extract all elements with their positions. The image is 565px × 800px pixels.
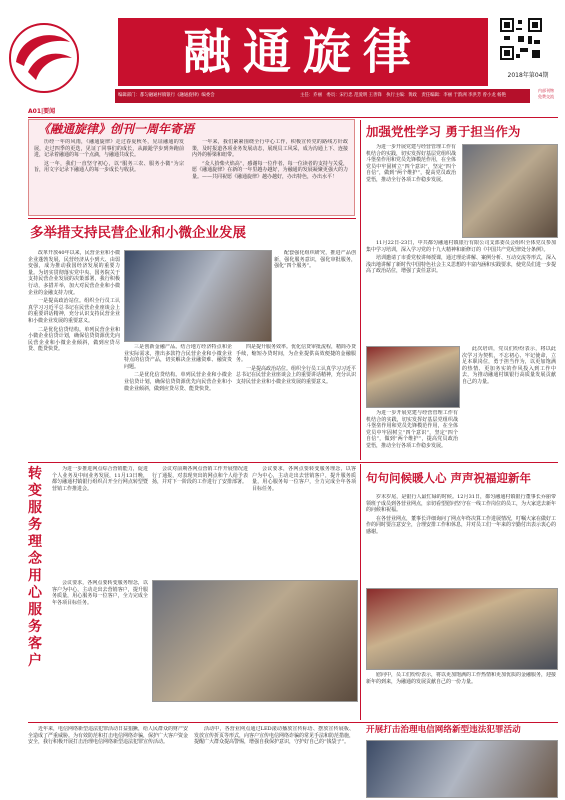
transform-photo	[152, 580, 358, 702]
party-photo-2	[366, 346, 460, 408]
private-photo-caption	[274, 250, 356, 340]
feature-paragraph: 历经一年的风雨，《融通旋律》走过春夏秋冬，见证融通的发展，走过四季的更迭，见证了同事们的成长，从踉跄学步到奔跑前进，记录着融通的每一个点滴，与融通共成长。	[34, 139, 184, 159]
party-column-c	[462, 346, 556, 456]
transform-paragraph: 会议要求，各网点要转变服务理念，以客户为中心，主动走出去营销客户，提升服务质量，用心服务每一位客户，全力完成全年各项目标任务。	[52, 580, 148, 606]
newyear-column-a	[366, 494, 556, 584]
private-column-c	[236, 344, 356, 458]
transform-column-a	[52, 466, 148, 576]
feature-paragraph: 一年来，我们紧紧围绕全行中心工作，积极宣传党的路线方针政策，及时报道各项业务发展动态，展现员工风采，成为沟通上下、连接内外的桥梁和纽带。	[192, 139, 348, 159]
private-paragraph: 二是优化信贷结构。单列民营企业和小微企业信贷计划，确保信贷资源优先向民营企业和小微企业倾斜，做到应贷尽贷、能贷快贷。	[124, 372, 232, 392]
private-paragraph: 一是提高政治站位。组织全行员工认真学习习近平总书记在民营企业座谈会上的重要讲话精神，充分认识支持民营企业和小微企业发展的重要意义。	[28, 298, 120, 324]
bottom-rule	[28, 722, 558, 723]
feature-column-right	[192, 139, 348, 212]
section-rule	[28, 117, 558, 118]
party-photo	[462, 144, 558, 238]
lower-right-rule	[360, 464, 361, 720]
bottom-paragraph: 近年来，电信网络新型违法犯罪活动日益猖獗，给人民群众的财产安全造成了严重威胁。为有效防范和打击电信网络诈骗，保护广大客户资金安全，我行积极开展打击治理电信网络新型违法犯罪宣传活动。	[28, 726, 188, 746]
private-column-b	[124, 344, 232, 458]
party-paragraph: 此次培训，党员们纷纷表示，将以此次学习为契机，不忘初心、牢记使命，立足本职岗位，勇于担当作为，以更加饱满的热情、更加务实的作风投入到工作中去，为推动融通村镇银行高质量发展贡献自己的力量。	[462, 346, 556, 385]
party-column-b	[366, 240, 556, 340]
bottom-photo	[366, 740, 558, 798]
transform-column-b	[152, 466, 248, 576]
private-paragraph: 二是优化信贷结构。单列民营企业和小微企业信贷计划，确保信贷资源优先向民营企业和小微企业倾斜，做到应贷尽贷、能贷快贷。	[28, 326, 120, 353]
bottom-paragraph: 活动中，各营业网点通过LED滚动播放宣传标语、摆放宣传展板、发放宣传折页等形式，向客户宣传电信网络诈骗的常见手法和防范措施，提醒广大群众提高警惕，增强自我保护意识，守护好自己的“钱袋子”。	[194, 726, 354, 746]
party-paragraph: 11月22日-23日，中共都匀融通村镇银行有限公司支部委员会组织全体党员参加集中学习培训，深入学习党的十九大精神和新修订的《中国共产党纪律处分条例》。	[366, 240, 556, 253]
private-title: 多举措支持民营企业和小微企业发展	[30, 225, 246, 241]
private-paragraph: 改革开放40年以来，民营企业和小微企业蓬勃发展，民营经济从小到大、由弱变强，成为推动我国经济发展的重要力量。为切实贯彻落实党中央、国务院关于支持民营企业发展的决策部署，我行积极行动，多措并举，加大对民营企业和小微企业的金融支持力度。	[28, 250, 120, 296]
private-paragraph: 一是提高政治站位。组织全行员工认真学习习近平总书记在民营企业座谈会上的重要讲话精神，充分认识支持民营企业和小微企业发展的重要意义。	[236, 365, 356, 385]
private-paragraph: 四是提升服务效率。优化信贷审批流程，精简办贷手续，缩短办贷时间，为企业提供高效便捷的金融服务。	[236, 344, 356, 364]
party-paragraph: 为进一步开展党建与经营管理工作有机结合的实践，切实发挥好基层党组织战斗堡垒作用和党员先锋模范作用，在全体党员中牢固树立“四个意识”，坚定“四个自信”，做到“两个维护”，提高党员政治觉悟，推动全行各项工作稳步发展。	[366, 144, 456, 183]
newyear-photo	[366, 588, 558, 670]
logo-mark	[8, 22, 80, 94]
transform-title: 转变服务理念 用心服务客户	[28, 466, 42, 669]
transform-paragraph: 会议要求，各网点要转变服务理念，以客户为中心，主动走出去营销客户，提升服务质量，用心服务每一位客户，全力完成全年各项目标任务。	[252, 466, 356, 492]
newyear-paragraph: 在各营业网点，董事长详细询问了网点年终决算工作进展情况，叮嘱大家在做好工作的同时要注意安全，合理安排工作和休息，并对员工们一年来的辛勤付出表示衷心的感谢。	[366, 515, 556, 535]
party-title: 加强党性学习 勇于担当作为	[366, 124, 521, 139]
editors-line: 主任：乔丽 委员：宋行忠 范爱明 王善锋 执行主编：黄政 责任编辑：李丽 于韵洲 李洪芳 曾小龙 杨艳	[300, 93, 506, 98]
internal-note: 内部刊物 免费交流	[538, 88, 554, 99]
issue-number: 2018年第04期	[507, 72, 549, 79]
section-label: A01|要闻	[28, 108, 56, 115]
lower-rule	[28, 462, 558, 463]
newyear-title: 句句问候暖人心 声声祝福迎新年	[366, 471, 532, 485]
bottom-title: 开展打击治理电信网络新型违法犯罪活动	[366, 725, 521, 735]
private-photo	[124, 250, 272, 342]
transform-column-c	[252, 466, 356, 576]
feature-title: 《融通旋律》创刊一周年寄语	[38, 122, 195, 136]
transform-paragraph: 为进一步推进网点综合营销能力，促进个人业务及中间业务发展，11月13日晚，都匀融通村镇银行组织召开全行网点转型暨营销工作推进会。	[52, 466, 148, 492]
newyear-column-b	[366, 672, 556, 718]
qr-code	[500, 18, 542, 60]
right-column-rule	[360, 120, 361, 460]
private-rule	[28, 218, 356, 219]
newyear-paragraph: 岁末岁尾，是银行人最忙碌的时候。12月31日，都匀融通村镇银行董事长乔丽带领班子成员到各营业网点，亲切看望慰问坚守在一线工作岗位的员工，为大家送去新年的问候和祝福。	[366, 494, 556, 514]
bottom-column-a	[28, 726, 188, 796]
feature-paragraph: “众人拾柴火焰高”，感谢每一位作者、每一位读者的支持与关爱，愿《融通旋律》在新的一年里越办越好，为融通的发展凝聚更强大的力量。——共同祝愿《融通旋律》越办越好，办出特色，办出水平！	[192, 160, 348, 180]
party-paragraph: 培训邀请了市委党校讲师授课，通过理论讲解、案例分析、互动交流等形式，深入浅出地讲解了新时代中国特色社会主义思想的丰富内涵和实践要求，使党员们进一步提高了政治站位，增强了责任意识。	[366, 255, 556, 275]
feature-paragraph: 这一年，我们一直坚守初心，以“服务三农、服务小微”为宗旨，用文字记录下融通人的每一步成长与收获。	[34, 160, 184, 174]
private-caption: 配套强化组织研究，推进产品创新，强化服务意识，强化审批服务，强化“四个服务”。	[274, 250, 356, 270]
org-line: 编辑部门：都匀融通村镇银行《融通旋律》编委会	[118, 93, 215, 98]
feature-column-left	[34, 139, 184, 212]
private-paragraph: 三是创新金融产品。结合地方经济特点和企业实际需求，推出多款符合民营企业和小微企业特点的信贷产品，切实解决企业融资难、融资贵问题。	[124, 344, 232, 370]
private-column-a	[28, 250, 120, 458]
newyear-paragraph: 慰问中，员工们纷纷表示，将以更加饱满的工作热情和更加优质的金融服务，迎接新年的到来，为融通的发展贡献自己的一份力量。	[366, 672, 556, 685]
party-column-a	[366, 144, 456, 236]
party-paragraph: 为进一步开展党建与经营管理工作有机结合的实践，切实发挥好基层党组织战斗堡垒作用和党员先锋模范作用，在全体党员中牢固树立“四个意识”，坚定“四个自信”，做到“两个维护”，提高党员政治觉悟，推动全行各项工作稳步发展。	[366, 410, 458, 449]
party-column-d	[366, 410, 458, 458]
bottom-column-b	[194, 726, 354, 796]
masthead-title: 融通旋律	[182, 24, 423, 80]
transform-column-d	[52, 580, 148, 718]
transform-paragraph: 会议对前期各网点营销工作开展情况进行了通报，对表现突出的网点和个人给予表扬，并对下一阶段的工作进行了安排部署。	[152, 466, 248, 486]
